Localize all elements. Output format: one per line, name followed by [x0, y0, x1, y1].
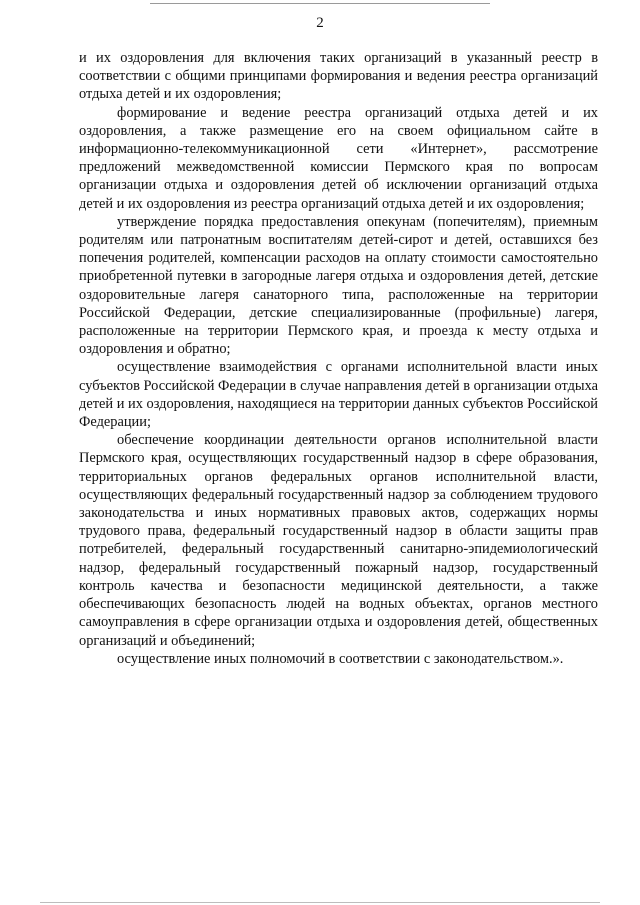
paragraph-compensation: утверждение порядка предоставления опекунам (попечителям), приемным родителям или патронатным воспитателям детей-сирот и детей, оставшихся без попечения родителей, компенсации расходов на оплату стоимости самостоятельно приобретенной путевки в загородные лагеря отдыха и оздоровления детей, детские оздоровительные лагеря санаторного типа, расположенные на территории Российской Федерации, детские специализированные (профильные) лагеря, расположенные на территории Пермского края, и проезда к месту отдыха и оздоровления и обратно; — [79, 213, 598, 358]
paragraph-continuation: и их оздоровления для включения таких организаций в указанный реестр в соответствии с общими принципами формирования и ведения реестра организаций отдыха детей и их оздоровления; — [79, 50, 598, 103]
paragraph-coordination: обеспечение координации деятельности органов исполнительной власти Пермского края, осуществляющих государственный надзор в сфере образования, территориальных органов федеральных органов исполнительной власти, осуществляющих федеральный государственный надзор за соблюдением трудового законодательства и иных нормативных правовых актов, содержащих нормы трудового права, федеральный государственный надзор в области защиты прав потребителей, федеральный государственный санитарно-эпидемиологический надзор, федеральный государственный пожарный надзор, государственный контроль качества и безопасности медицинской деятельности, а также обеспечивающих безопасность людей на водных объектах, органов местного самоуправления в сфере организации отдыха и оздоровления детей, общественных организаций и объединений; — [79, 432, 598, 649]
bottom-edge-line — [40, 902, 600, 903]
paragraph-other-powers: осуществление иных полномочий в соответствии с законодательством.». — [117, 650, 564, 667]
paragraph-registry: формирование и ведение реестра организаций отдыха детей и их оздоровления, а также размещение его на своем официальном сайте в информационно-телекоммуникационной сети «Интернет», рассмотрение предложений межведомственной комиссии Пермского края по вопросам организации отдыха и оздоровления детей об исключении организаций отдыха детей и их оздоровления из реестра организаций отдыха детей и их оздоровления; — [79, 104, 598, 212]
document-body — [79, 49, 598, 668]
top-edge-line — [150, 3, 490, 4]
page-number: 2 — [316, 15, 324, 31]
paragraph-interaction: осуществление взаимодействия с органами исполнительной власти иных субъектов Российской Федерации в случае направления детей в организации отдыха детей и их оздоровления, находящиеся на территории данных субъектов Российской Федерации; — [79, 359, 598, 431]
